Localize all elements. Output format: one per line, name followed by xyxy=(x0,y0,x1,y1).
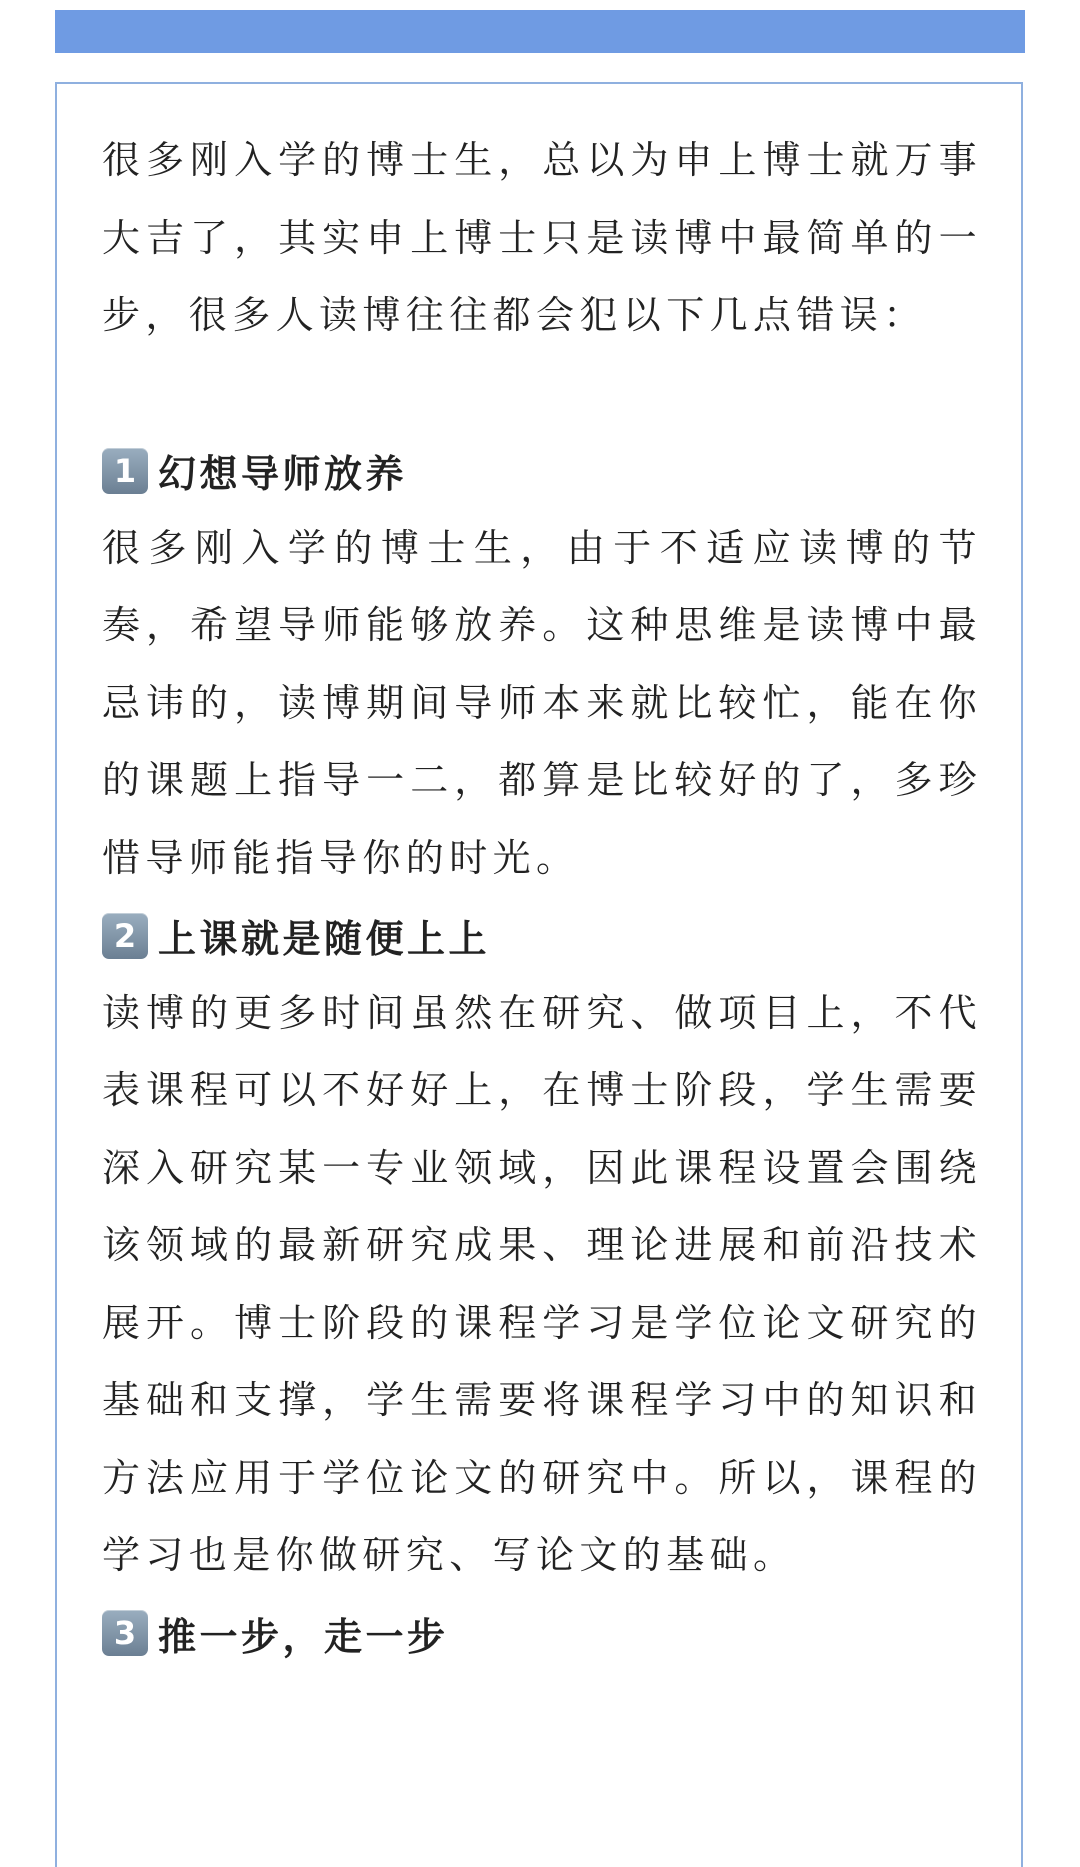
section-title-2: 上课就是随便上上 xyxy=(158,917,491,962)
article-body xyxy=(102,122,982,1672)
keycap-number-2-icon: 2 xyxy=(102,913,148,959)
section-body-2: 读博的更多时间虽然在研究、做项目上，不代表课程可以不好好上，在博士阶段，学生需要深入研究某一专业领域，因此课程设置会围绕该领域的最新研究成果、理论进展和前沿技术展开。博士阶段的课程学习是学位论文研究的基础和支撑，学生需要将课程学习中的知识和方法应用于学位论文的研究中。所以，课程的学习也是你做研究、写论文的基础。 xyxy=(102,990,982,1577)
section-body-1: 很多刚入学的博士生，由于不适应读博的节奏，希望导师能够放养。这种思维是读博中最忌讳的，读博期间导师本来就比较忙，能在你的课题上指导一二，都算是比较好的了，多珍惜导师能指导你的时光。 xyxy=(102,525,982,880)
keycap-number-3-icon: 3 xyxy=(102,1610,148,1656)
section-title-1: 幻想导师放养 xyxy=(158,452,408,497)
section-heading-1 xyxy=(102,432,982,510)
section-title-3: 推一步，走一步 xyxy=(158,1614,449,1659)
article-content-box xyxy=(55,82,1023,1867)
section-heading-3 xyxy=(102,1595,982,1673)
keycap-number-1-icon: 1 xyxy=(102,448,148,494)
section-heading-2 xyxy=(102,897,982,975)
intro-paragraph: 很多刚入学的博士生，总以为申上博士就万事大吉了，其实申上博士只是读博中最简单的一步，很多人读博往往都会犯以下几点错误： xyxy=(102,138,982,337)
top-banner-bar xyxy=(55,10,1025,53)
blank-line xyxy=(102,355,982,433)
